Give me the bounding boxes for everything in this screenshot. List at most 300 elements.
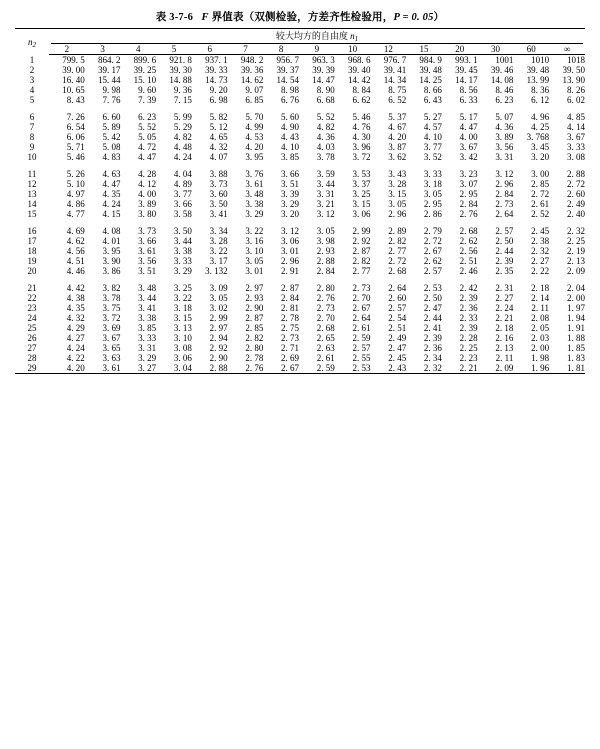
cell: 864. 2: [97, 55, 121, 65]
table-row: [15, 333, 585, 343]
cell: 2. 72: [531, 189, 550, 199]
cell: 4. 22: [66, 353, 85, 363]
cell: 8. 46: [495, 85, 514, 95]
row-header: 8: [29, 132, 35, 142]
cell: 2. 00: [567, 293, 585, 303]
column-header: 10: [335, 44, 371, 55]
cell: 6. 43: [423, 95, 442, 105]
cell: 5. 37: [388, 112, 407, 122]
cell: 2. 72: [423, 236, 442, 246]
row-header: 3: [29, 75, 35, 85]
cell: 14. 47: [312, 75, 335, 85]
table-row: [15, 343, 585, 353]
cell: 2. 68: [388, 266, 407, 276]
cell: 2. 61: [352, 323, 371, 333]
cell: 3. 87: [388, 142, 407, 152]
cell: 2. 91: [281, 266, 300, 276]
cell: 3. 77: [423, 142, 442, 152]
cell: 6. 06: [66, 132, 85, 142]
cell: 14. 42: [347, 75, 371, 85]
table-row: [15, 112, 585, 122]
table-row: [15, 142, 585, 152]
cell: 3. 50: [173, 226, 192, 236]
cell: 2. 14: [531, 293, 550, 303]
cell: 4. 90: [281, 122, 300, 132]
cell: 5. 46: [66, 152, 85, 162]
cell: 4. 28: [138, 169, 157, 179]
cell: 4. 36: [316, 132, 335, 142]
cell: 2. 11: [531, 303, 550, 313]
group-header-sub: 1: [354, 35, 359, 43]
cell: 2. 45: [531, 226, 550, 236]
cell: 2. 52: [531, 209, 550, 219]
cell: 968. 6: [347, 55, 371, 65]
cell: 2. 61: [316, 353, 335, 363]
cell: 3. 33: [138, 333, 157, 343]
cell: 1. 85: [567, 343, 585, 353]
cell: 15. 10: [133, 75, 157, 85]
cell: 3. 15: [352, 199, 371, 209]
row-header: 2: [29, 65, 35, 75]
cell: 5. 99: [173, 112, 192, 122]
cell: 2. 87: [352, 246, 371, 256]
row-spacer: [15, 219, 585, 226]
cell: 899. 6: [133, 55, 157, 65]
cell: 3. 98: [316, 236, 335, 246]
f-distribution-table: [15, 28, 585, 374]
cell: 3. 66: [281, 169, 300, 179]
cell: 2. 87: [281, 283, 300, 293]
cell: 3. 10: [173, 333, 192, 343]
cell: 39. 36: [240, 65, 264, 75]
cell: 1. 98: [531, 353, 550, 363]
cell: 2. 49: [388, 333, 407, 343]
table-row: [15, 353, 585, 363]
cell: 2. 84: [495, 189, 514, 199]
cell: 3. 31: [138, 343, 157, 353]
cell: 3. 42: [459, 152, 478, 162]
cell: 3. 20: [281, 209, 300, 219]
cell: 2. 03: [531, 333, 550, 343]
cell: 3. 05: [316, 226, 335, 236]
cell: 39. 25: [133, 65, 157, 75]
cell: 3. 12: [281, 226, 300, 236]
cell: 4. 08: [102, 226, 121, 236]
cell: 2. 84: [316, 266, 335, 276]
row-header: 6: [29, 112, 35, 122]
cell: 2. 99: [352, 226, 371, 236]
cell: 3. 82: [102, 283, 121, 293]
cell: 2. 64: [388, 283, 407, 293]
cell: 5. 42: [102, 132, 121, 142]
cell: 2. 09: [567, 266, 585, 276]
column-header: 8: [263, 44, 299, 55]
cell: 8. 56: [459, 85, 478, 95]
cell: 4. 01: [102, 236, 121, 246]
cell: 3. 80: [138, 209, 157, 219]
cell: 6. 98: [209, 95, 228, 105]
cell: 921. 8: [169, 55, 192, 65]
cell: 3. 60: [209, 189, 228, 199]
table-row: [15, 152, 585, 162]
column-header: 4: [120, 44, 156, 55]
cell: 3. 48: [138, 283, 157, 293]
cell: 3. 05: [423, 189, 442, 199]
cell: 14. 25: [419, 75, 442, 85]
row-header: 13: [27, 189, 37, 199]
cell: 4. 97: [66, 189, 85, 199]
cell: 984. 9: [419, 55, 442, 65]
cell: 2. 71: [281, 343, 300, 353]
cell: 3. 29: [138, 353, 157, 363]
cell: 3. 22: [245, 226, 264, 236]
row-spacer: [15, 276, 585, 283]
cell: 3. 18: [423, 179, 442, 189]
cell: 6. 76: [281, 95, 300, 105]
table-row: [15, 236, 585, 246]
cell: 3. 28: [209, 236, 228, 246]
cell: 2. 57: [388, 303, 407, 313]
cell: 9. 20: [209, 85, 228, 95]
cell: 3. 05: [388, 199, 407, 209]
cell: 13. 90: [562, 75, 585, 85]
cell: 2. 60: [567, 189, 585, 199]
cell: 3. 90: [102, 256, 121, 266]
row-header: 21: [27, 283, 37, 293]
cell: 4. 00: [138, 189, 157, 199]
cell: 4. 14: [567, 122, 585, 132]
cell: 2. 55: [352, 353, 371, 363]
cell: 2. 79: [423, 226, 442, 236]
cell: 4. 00: [459, 132, 478, 142]
cell: 8. 84: [352, 85, 371, 95]
cell: 2. 39: [459, 293, 478, 303]
cell: 5. 10: [66, 179, 85, 189]
cell: 2. 32: [406, 363, 442, 374]
cell: 2. 46: [459, 266, 478, 276]
table-row: [15, 189, 585, 199]
cell: 2. 18: [531, 283, 550, 293]
cell: 2. 73: [316, 303, 335, 313]
cell: 4. 47: [459, 122, 478, 132]
cell: 4. 15: [102, 209, 121, 219]
cell: 4. 35: [66, 303, 85, 313]
cell: 5. 07: [495, 112, 514, 122]
cell: 3. 33: [423, 169, 442, 179]
cell: 4. 25: [531, 122, 550, 132]
cell: 3. 28: [388, 179, 407, 189]
cell: 3. 05: [245, 256, 264, 266]
cell: 2. 08: [531, 313, 550, 323]
cell: 5. 17: [459, 112, 478, 122]
group-header-symbol: n: [350, 31, 355, 41]
cell: 6. 23: [138, 112, 157, 122]
table-title: [0, 0, 600, 28]
cell: 4. 76: [352, 122, 371, 132]
cell: 4. 51: [66, 256, 85, 266]
cell: 3. 01: [245, 266, 264, 276]
cell: 4. 29: [66, 323, 85, 333]
cell: 4. 99: [245, 122, 264, 132]
cell: 3. 08: [173, 343, 192, 353]
cell: 3. 66: [173, 199, 192, 209]
cell: 3. 67: [567, 132, 585, 142]
cell: 937. 1: [205, 55, 228, 65]
cell: 2. 82: [352, 256, 371, 266]
cell: 9. 36: [173, 85, 192, 95]
cell: 3. 44: [316, 179, 335, 189]
cell: 3. 56: [495, 142, 514, 152]
table-row: [15, 55, 585, 66]
cell: 6. 52: [388, 95, 407, 105]
cell: 2. 32: [567, 226, 585, 236]
cell: 2. 75: [281, 323, 300, 333]
cell: 5. 12: [209, 122, 228, 132]
cell: 4. 10: [281, 142, 300, 152]
cell: 3. 85: [281, 152, 300, 162]
table-row: [15, 209, 585, 219]
cell: 3. 59: [316, 169, 335, 179]
cell: 2. 70: [316, 313, 335, 323]
column-header: 15: [406, 44, 442, 55]
cell: 2. 04: [567, 283, 585, 293]
row-header: 7: [29, 122, 35, 132]
cell: 3. 09: [209, 283, 228, 293]
cell: 39. 41: [383, 65, 407, 75]
cell: 2. 35: [495, 266, 514, 276]
group-header-label: 较大均方的自由度: [275, 31, 348, 41]
row-header: 19: [27, 256, 37, 266]
cell: 4. 36: [495, 122, 514, 132]
cell: 5. 26: [66, 169, 85, 179]
cell: 2. 39: [423, 333, 442, 343]
cell: 8. 90: [316, 85, 335, 95]
cell: 3. 63: [102, 353, 121, 363]
cell: 3. 38: [245, 199, 264, 209]
cell: 2. 39: [459, 323, 478, 333]
row-header: 4: [29, 85, 35, 95]
cell: 3. 41: [209, 209, 228, 219]
cell: 3. 89: [495, 132, 514, 142]
cell: 4. 82: [173, 132, 192, 142]
row-header: 25: [27, 323, 37, 333]
cell: 3. 52: [423, 152, 442, 162]
column-header: 30: [478, 44, 514, 55]
cell: 2. 00: [531, 343, 550, 353]
cell: 3. 95: [102, 246, 121, 256]
cell: 3. 85: [138, 323, 157, 333]
cell: 5. 27: [423, 112, 442, 122]
cell: 39. 17: [97, 65, 121, 75]
cell: 3. 16: [245, 236, 264, 246]
cell: 2. 38: [531, 236, 550, 246]
cell: 4. 38: [66, 293, 85, 303]
cell: 2. 47: [423, 303, 442, 313]
cell: 2. 92: [209, 343, 228, 353]
cell: 3. 45: [531, 142, 550, 152]
cell: 4. 77: [66, 209, 85, 219]
cell: 2. 40: [567, 209, 585, 219]
cell: 5. 82: [209, 112, 228, 122]
cell: 2. 41: [423, 323, 442, 333]
cell: 2. 92: [352, 236, 371, 246]
cell: 14. 88: [169, 75, 192, 85]
cell: 3. 02: [209, 303, 228, 313]
cell: 2. 16: [495, 333, 514, 343]
cell: 3. 23: [459, 169, 478, 179]
cell: 8. 98: [281, 85, 300, 95]
cell: 2. 47: [388, 343, 407, 353]
table-row: [15, 169, 585, 179]
row-header: 5: [29, 95, 35, 105]
cell: 2. 18: [495, 323, 514, 333]
cell: 39. 00: [62, 65, 85, 75]
cell: 2. 53: [335, 363, 371, 374]
row-spacer: [15, 162, 585, 169]
cell: 2. 62: [423, 256, 442, 266]
cell: 2. 67: [263, 363, 299, 374]
cell: 4. 62: [66, 236, 85, 246]
cell: 8. 75: [388, 85, 407, 95]
cell: 2. 32: [531, 246, 550, 256]
cell: 3. 20: [531, 152, 550, 162]
cell: 2. 80: [245, 343, 264, 353]
row-header: 24: [27, 313, 37, 323]
cell: 3. 61: [85, 363, 121, 374]
cell: 4. 47: [138, 152, 157, 162]
cell: 2. 44: [495, 246, 514, 256]
cell: 2. 53: [423, 283, 442, 293]
cell: 4. 83: [102, 152, 121, 162]
cell: 39. 48: [526, 65, 550, 75]
cell: 3. 44: [138, 293, 157, 303]
cell: 6. 62: [352, 95, 371, 105]
cell: 3. 76: [245, 169, 264, 179]
cell: 4. 86: [66, 199, 85, 209]
cell: 2. 39: [495, 256, 514, 266]
cell: 2. 36: [423, 343, 442, 353]
column-header-row: [15, 44, 585, 55]
cell: 14. 08: [490, 75, 514, 85]
cell: 4. 53: [245, 132, 264, 142]
cell: 2. 59: [352, 333, 371, 343]
cell: 2. 64: [352, 313, 371, 323]
table-row: [15, 226, 585, 236]
cell: 2. 34: [423, 353, 442, 363]
cell: 3. 75: [102, 303, 121, 313]
cell: 3. 33: [173, 256, 192, 266]
cell: 2. 96: [388, 209, 407, 219]
cell: 4. 20: [388, 132, 407, 142]
cell: 1. 96: [513, 363, 549, 374]
cell: 3. 37: [352, 179, 371, 189]
cell: 2. 90: [209, 353, 228, 363]
cell: 2. 72: [388, 256, 407, 266]
cell: 5. 46: [352, 112, 371, 122]
cell: 2. 43: [370, 363, 406, 374]
cell: 10. 65: [62, 85, 85, 95]
cell: 4. 32: [209, 142, 228, 152]
cell: 2. 21: [442, 363, 478, 374]
cell: 2. 50: [495, 236, 514, 246]
cell: 39. 48: [419, 65, 442, 75]
cell: 39. 50: [562, 65, 585, 75]
cell: 14. 62: [240, 75, 264, 85]
table-row: [15, 199, 585, 209]
cell: 2. 11: [495, 353, 514, 363]
table-row: [15, 323, 585, 333]
cell: 8. 26: [567, 85, 585, 95]
cell: 3. 61: [138, 246, 157, 256]
cell: 6. 23: [495, 95, 514, 105]
cell: 1. 94: [567, 313, 585, 323]
cell: 3. 69: [102, 323, 121, 333]
cell: 2. 87: [245, 313, 264, 323]
cell: 4. 85: [567, 112, 585, 122]
cell: 3. 29: [245, 209, 264, 219]
column-header: ∞: [549, 44, 585, 55]
table-row: [15, 303, 585, 313]
row-header: 27: [27, 343, 37, 353]
cell: 3. 61: [245, 179, 264, 189]
cell: 3. 77: [173, 189, 192, 199]
cell: 2. 97: [245, 283, 264, 293]
cell: 3. 10: [245, 246, 264, 256]
cell: 3. 29: [173, 266, 192, 276]
cell: 3. 51: [281, 179, 300, 189]
row-header: 9: [29, 142, 35, 152]
cell: 2. 78: [245, 353, 264, 363]
cell: 7. 39: [138, 95, 157, 105]
cell: 5. 71: [66, 142, 85, 152]
cell: 1. 88: [567, 333, 585, 343]
cell: 2. 67: [423, 246, 442, 256]
cell: 2. 25: [459, 343, 478, 353]
cell: 2. 28: [459, 333, 478, 343]
corner-cell: [15, 29, 49, 55]
row-header: 15: [27, 209, 37, 219]
statistic-symbol: F: [201, 12, 209, 23]
cell: 3. 66: [138, 236, 157, 246]
cell: 3. 41: [138, 303, 157, 313]
cell: 3. 17: [209, 256, 228, 266]
column-header: 2: [49, 44, 85, 55]
cell: 1. 97: [567, 303, 585, 313]
cell: 2. 67: [352, 303, 371, 313]
table-row: [15, 256, 585, 266]
cell: 2. 33: [459, 313, 478, 323]
cell: 956. 7: [276, 55, 300, 65]
cell: 2. 42: [459, 283, 478, 293]
cell: 3. 12: [316, 209, 335, 219]
row-header: 1: [29, 54, 35, 65]
row-header: 12: [27, 179, 37, 189]
cell: 2. 97: [209, 323, 228, 333]
cell: 6. 54: [66, 122, 85, 132]
cell: 4. 47: [102, 179, 121, 189]
cell: 5. 08: [102, 142, 121, 152]
table-row: [15, 313, 585, 323]
cell: 8. 66: [423, 85, 442, 95]
cell: 2. 73: [281, 333, 300, 343]
table-row: [15, 95, 585, 105]
cell: 2. 13: [495, 343, 514, 353]
cell: 2. 22: [531, 266, 550, 276]
row-header: 28: [27, 353, 37, 363]
cell: 8. 43: [66, 95, 85, 105]
cell: 3. 62: [388, 152, 407, 162]
table-row: [15, 363, 585, 374]
